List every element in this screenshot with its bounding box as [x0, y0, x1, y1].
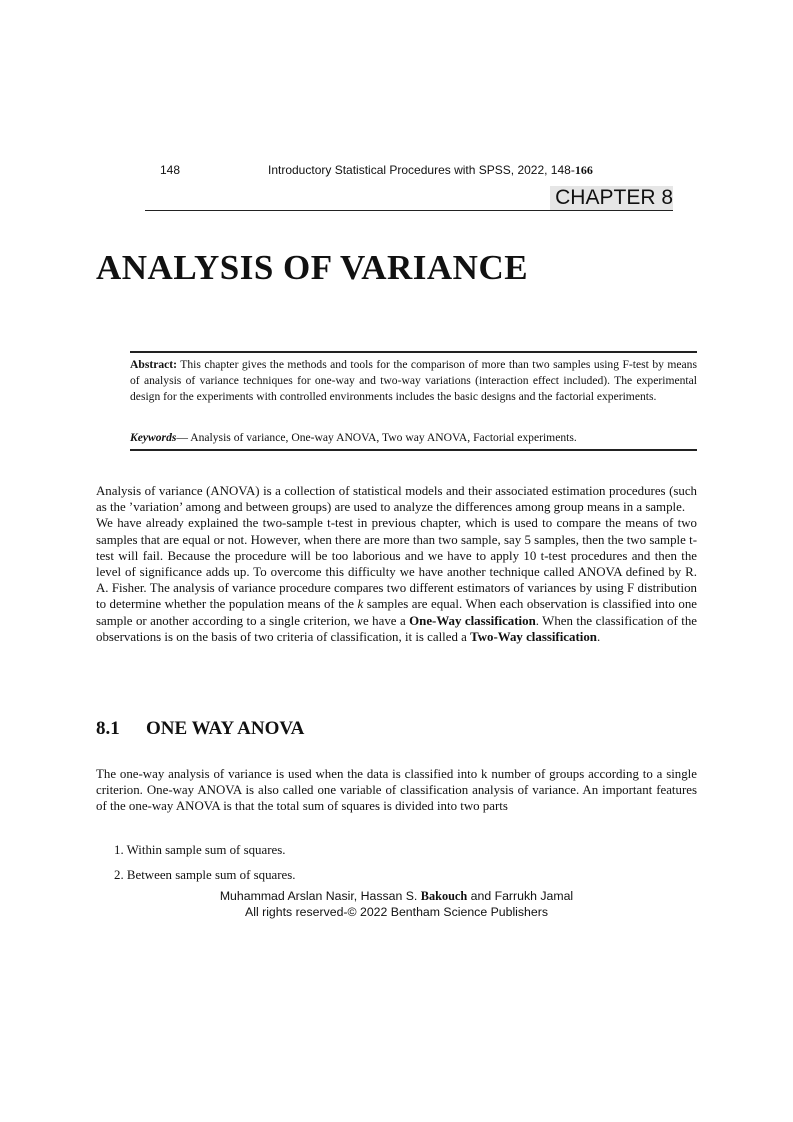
keywords-text: — Analysis of variance, One-way ANOVA, Two way ANOVA, Factorial experiments. — [176, 431, 577, 444]
footer-authors — [0, 889, 793, 904]
abstract-text: This chapter gives the methods and tools for the comparison of more than two samples using F-test by means of analysis of variance techniques for one-way and two-way variations (interaction effect included). The experimental design for the experiments with controlled environments includes the basic designs and the factorial experiments. — [130, 358, 697, 403]
abstract-label: Abstract: — [130, 358, 178, 371]
two-way-term: Two-Way classification — [470, 629, 597, 644]
chapter-title: ANALYSIS OF VARIANCE — [96, 248, 529, 287]
p2-text-a: We have already explained the two-sample t-test in previous chapter, which is used to compare the means of two samples that are equal or not. However, when there are more than two sample, say 5 samples, then the two sample t-test will fail. Because the procedure will be too laborious and we have to apply 10 t-test procedures and then the level of significance adds up. To overcome this difficulty we have another technique called ANOVA defined by R. A. Fisher. The analysis of variance procedure compares two different estimators of variances by using F distribution to determine whether the population means of the — [96, 516, 697, 612]
header-rule — [145, 210, 673, 211]
authors-a: Muhammad Arslan Nasir, Hassan S. — [219, 889, 421, 903]
authors-b: and Farrukh Jamal — [467, 889, 574, 903]
abstract — [130, 357, 697, 405]
section-heading — [96, 718, 304, 740]
abstract-top-rule — [130, 351, 697, 353]
footer-rights: All rights reserved-© 2022 Bentham Science Publishers — [245, 905, 548, 919]
p2-text-c: . When the classification of the observations is on the basis of two criteria of classification, it is called a — [96, 613, 697, 644]
keywords — [130, 431, 697, 444]
intro-text — [96, 483, 697, 645]
keywords-label: Keywords — [130, 431, 177, 444]
chapter-label: CHAPTER 8 — [550, 186, 673, 210]
abstract-bottom-rule — [130, 449, 697, 451]
list-item: 2. Between sample sum of squares. — [114, 868, 296, 882]
section-number: 8.1 — [96, 718, 120, 739]
running-title-text: Introductory Statistical Procedures with SPSS, 2022, 148- — [268, 163, 575, 177]
list-item: 1. Within sample sum of squares. — [114, 843, 286, 857]
p2-k: k — [357, 597, 364, 612]
authors-bold: Bakouch — [420, 889, 468, 903]
p2-text-b: samples are equal. When each observation is classified into one sample or another according to a single criterion, we have a — [96, 597, 698, 628]
one-way-term: One-Way classification — [409, 613, 536, 628]
section-title: ONE WAY ANOVA — [146, 718, 305, 739]
running-title-end: 166 — [574, 163, 593, 177]
intro-paragraph-1: Analysis of variance (ANOVA) is a collection of statistical models and their associated estimation procedures (such as the ’variation’ among and between groups) are used to analyze the differences among group means in a sample. — [96, 484, 697, 515]
running-title — [268, 163, 593, 178]
section-paragraph: The one-way analysis of variance is used when the data is classified into k number of groups according to a single criterion. One-way ANOVA is also called one variable of classification analysis of variance. An important features of the one-way ANOVA is that the total sum of squares is divided into two parts — [96, 767, 697, 814]
page-number: 148 — [160, 163, 181, 177]
p2-text-d: . — [596, 629, 601, 644]
intro-paragraph-2 — [96, 515, 697, 645]
